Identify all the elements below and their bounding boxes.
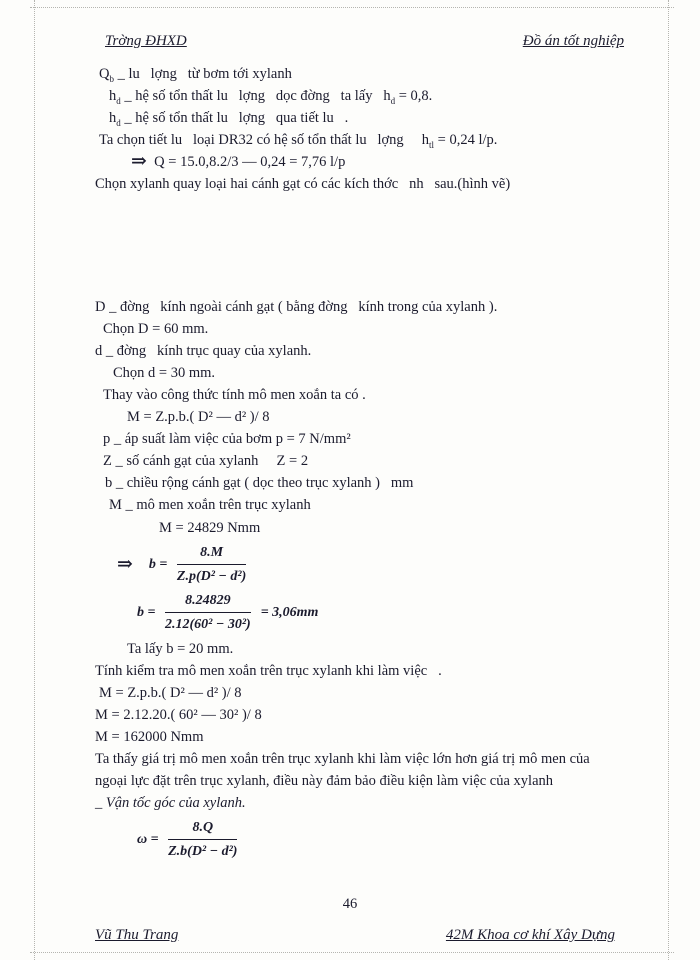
fraction-numerator: 8.M (177, 542, 246, 565)
body-line-b-chosen: Ta lấy b = 20 mm. (127, 640, 234, 657)
subscript: d (390, 95, 396, 106)
body-line-Z-def: Z _ số cánh gạt của xylanh Z = 2 (103, 453, 309, 470)
formula-lhs: b = (148, 556, 171, 572)
body-line-d-def: d _ đờng kính trục quay của xylanh. (95, 342, 312, 359)
figure-placeholder (95, 196, 625, 296)
fraction-numerator: 8.24829 (165, 590, 251, 613)
formula-omega (137, 817, 625, 862)
body-line-torque-formula: M = Z.p.b.( D² — d² )/ 8 (127, 409, 270, 426)
body-line-qb-def: $Q_b$ _ lu lợng từ bơm tới xylanh (99, 66, 292, 84)
header-school: Trờng ĐHXD (105, 33, 187, 49)
fraction (168, 817, 237, 862)
body-line-throttle-choice: Ta chọn tiết lu loại DR32 có hệ số tổn thất lu lợng $h_{tl} = 0,24$ l/p. (99, 132, 498, 151)
scan-edge-bottom (30, 952, 674, 953)
fraction-numerator: 8.Q (168, 817, 237, 840)
body-line-hd-def: $h_d$ _ hệ số tổn thất lu lợng dọc đờng ta lấy $h_d = 0,8$. (109, 88, 433, 106)
body-line-d-value: Chọn d = 30 mm. (113, 364, 216, 381)
page-number: 46 (342, 896, 358, 912)
subscript: d (116, 118, 121, 129)
subscript: d (116, 95, 121, 106)
fraction (165, 590, 251, 635)
body-line-M-def: M _ mô men xoắn trên trục xylanh (109, 497, 311, 514)
body-line-torque-formula-2: M = Z.p.b.( D² — d² )/ 8 (99, 684, 242, 701)
body-line-substitute: Thay vào công thức tính mô men xoắn ta có . (103, 386, 366, 403)
body-line-p-def: p _ áp suất làm việc của bơm p = 7 N/mm² (103, 431, 351, 448)
body-line-q-result: ⇒ Q = 15.0,8.2/3 — 0,24 = 7,76 l/p (131, 151, 346, 173)
body-line-cylinder-choice: Chọn xylanh quay loại hai cánh gạt có các kích thớc nh sau.(hình vẽ) (95, 176, 511, 193)
body-line-D-value: Chọn D = 60 mm. (103, 320, 209, 337)
subscript: b (109, 73, 114, 84)
body-line-angular-velocity: _ Vận tốc góc của xylanh. (95, 795, 246, 812)
body-line-check-intro: Tính kiểm tra mô men xoắn trên trục xylanh khi làm việc . (95, 662, 442, 679)
scan-edge-left (34, 0, 35, 960)
scan-edge-right (668, 0, 669, 960)
page-footer (95, 927, 615, 944)
fraction-denominator: Z.p(D² − d²) (176, 568, 247, 584)
formula-b-derivation (117, 542, 625, 587)
body-paragraph-conclusion: Ta thấy giá trị mô men xoắn trên trục xylanh khi làm việc lớn hơn giá trị mô men của ngoại lực đặt trên trục xylanh, điều này đảm bảo điều kiện làm việc của xylanh (95, 751, 594, 790)
body-line-torque-numeric: M = 2.12.20.( 60² — 30² )/ 8 (95, 706, 262, 723)
body-line-M-value: M = 24829 Nmm (159, 519, 261, 536)
implies-arrow: ⇒ (131, 151, 147, 173)
footer-department: 42M Khoa cơ khí Xây Dựng (445, 927, 615, 943)
body-line-b-def: b _ chiều rộng cánh gạt ( dọc theo trục xylanh ) mm (105, 475, 414, 492)
formula-lhs: b = (137, 604, 159, 620)
fraction (177, 542, 246, 587)
implies-arrow: ⇒ (117, 553, 133, 575)
subscript: tl (429, 140, 435, 151)
footer-author: Vũ Thu Trang (95, 927, 179, 943)
scan-edge-top (30, 7, 674, 8)
body-line-D-def: D _ đờng kính ngoài cánh gạt ( bằng đờng kính trong của xylanh ). (95, 298, 498, 315)
body-line-torque-result: M = 162000 Nmm (95, 728, 204, 745)
header-doc-title: Đồ án tốt nghiệp (522, 33, 624, 49)
fraction-denominator: 2.12(60² − 30²) (164, 616, 251, 632)
formula-result: = 3,06mm (260, 604, 319, 620)
fraction-denominator: Z.b(D² − d²) (168, 844, 238, 860)
body-line-hd2-def: $h_d$ _ hệ số tổn thất lu lợng qua tiết lu . (109, 110, 349, 129)
document-body (95, 63, 625, 862)
formula-b-numeric (137, 590, 625, 635)
formula-lhs: ω = (137, 832, 163, 848)
